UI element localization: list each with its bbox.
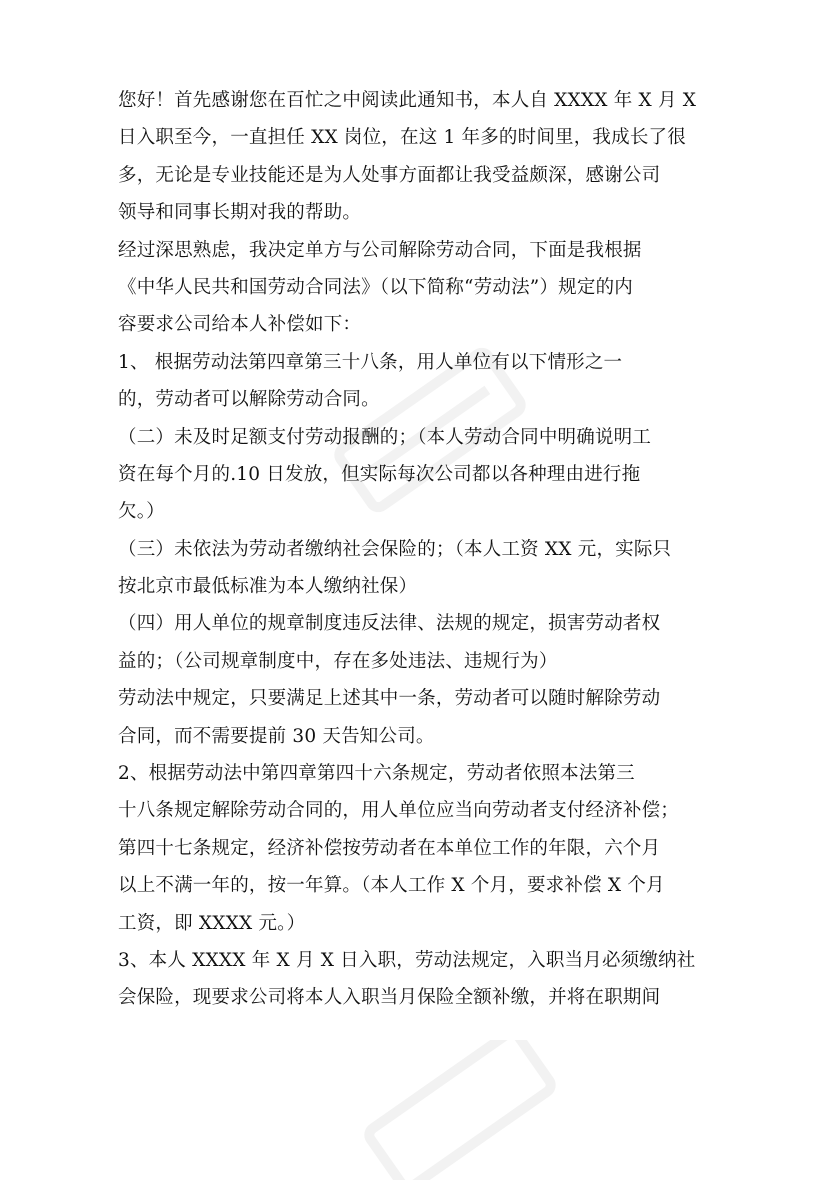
text-line: 以上不满一年的，按一年算。（本人工作 X 个月，要求补偿 X 个月 (118, 875, 665, 897)
text-line: 会保险，现要求公司将本人入职当月保险全额补缴，并将在职期间 (118, 987, 661, 1009)
text-line: 的，劳动者可以解除劳动合同。 (118, 389, 380, 411)
text-line: 按北京市最低标准为本人缴纳社保） (118, 576, 418, 598)
text-line: 合同，而不需要提前 30 天告知公司。 (118, 725, 435, 747)
text-line: 益的；（公司规章制度中，存在多处违法、违规行为） (118, 650, 558, 672)
document-body (118, 82, 718, 1017)
text-line: 《中华人民共和国劳动合同法》（以下简称“劳动法”）规定的内 (118, 276, 633, 298)
text-line: 领导和同事长期对我的帮助。 (118, 202, 362, 224)
watermark-stamp (330, 1040, 590, 1180)
text-line: 1、 根据劳动法第四章第三十八条，用人单位有以下情形之一 (118, 351, 623, 373)
text-line: 劳动法中规定，只要满足上述其中一条，劳动者可以随时解除劳动 (118, 688, 661, 710)
text-line: 资在每个月的.10 日发放，但实际每次公司都以各种理由进行拖 (118, 463, 641, 485)
text-line: 日入职至今，一直担任 XX 岗位，在这 1 年多的时间里，我成长了很 (118, 127, 686, 149)
text-line: 欠。） (118, 501, 165, 523)
text-line: 2、根据劳动法中第四章第四十六条规定，劳动者依照本法第三 (118, 763, 635, 785)
text-line: 第四十七条规定，经济补偿按劳动者在本单位工作的年限，六个月 (118, 837, 661, 859)
text-line: 容要求公司给本人补偿如下： (118, 314, 362, 336)
text-line: （二）未及时足额支付劳动报酬的；（本人劳动合同中明确说明工 (118, 426, 652, 448)
text-line: （四）用人单位的规章制度违反法律、法规的规定，损害劳动者权 (118, 613, 661, 635)
text-line: 3、本人 XXXX 年 X 月 X 日入职，劳动法规定，入职当月必须缴纳社 (118, 949, 696, 971)
text-line: 多，无论是专业技能还是为人处事方面都让我受益颇深，感谢公司 (118, 164, 661, 186)
text-line: （三）未依法为劳动者缴纳社会保险的；（本人工资 XX 元，实际只 (118, 538, 672, 560)
text-line: 您好！首先感谢您在百忙之中阅读此通知书，本人自 XXXX 年 X 月 X (118, 90, 697, 111)
text-line: 十八条规定解除劳动合同的，用人单位应当向劳动者支付经济补偿； (118, 800, 680, 822)
text-line: 经过深思熟虑，我决定单方与公司解除劳动合同，下面是我根据 (118, 239, 642, 261)
text-line: 工资，即 XXXX 元。） (118, 912, 306, 934)
